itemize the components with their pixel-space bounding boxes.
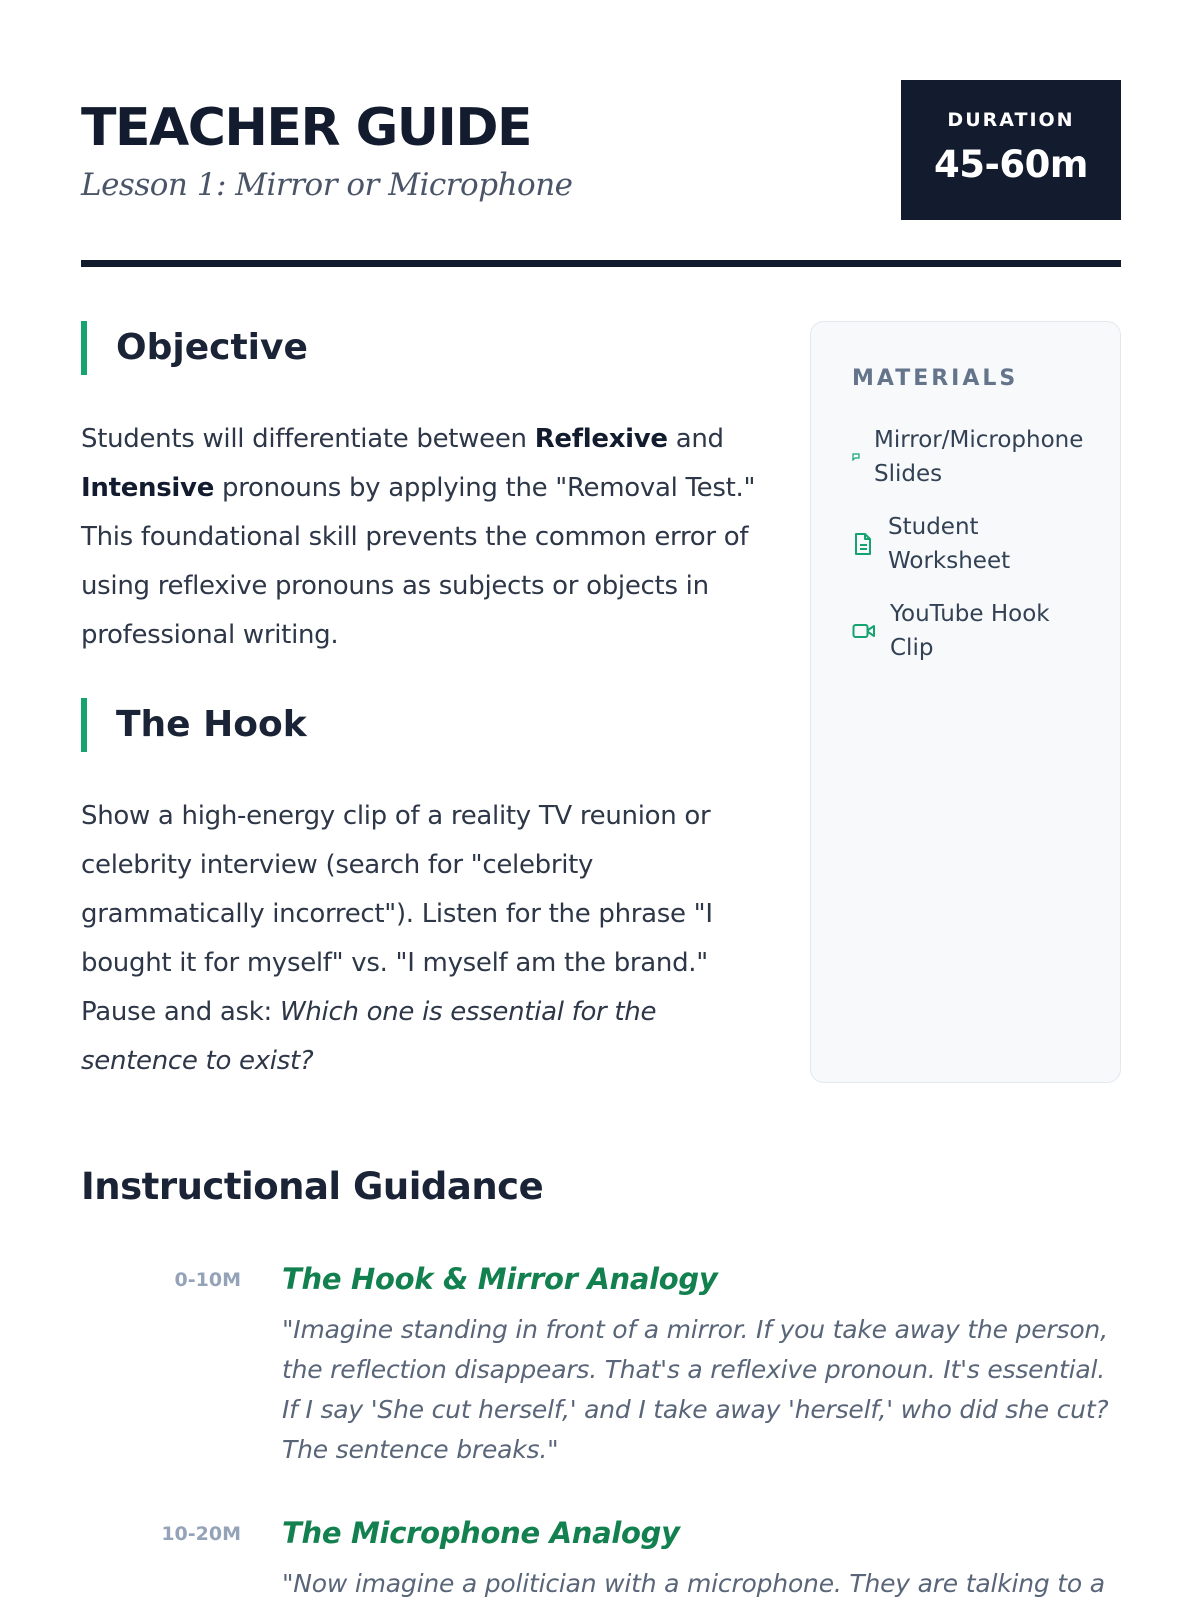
intensive-term: Intensive bbox=[81, 473, 215, 503]
guide-header bbox=[81, 80, 1121, 270]
material-label: Student Worksheet bbox=[888, 514, 1011, 574]
objective-text-part: and bbox=[667, 424, 724, 454]
video-icon bbox=[852, 622, 876, 640]
objective-text-part: Students will differentiate between bbox=[81, 424, 535, 454]
document-icon bbox=[852, 532, 874, 556]
page-title: TEACHER GUIDE bbox=[81, 98, 532, 158]
material-item-worksheet[interactable] bbox=[852, 510, 1068, 578]
presentation-icon bbox=[852, 453, 860, 461]
material-item-video[interactable] bbox=[852, 597, 1070, 665]
objective-heading: Objective bbox=[81, 321, 308, 375]
duration-label: DURATION bbox=[947, 109, 1075, 131]
instructional-guidance-heading: Instructional Guidance bbox=[81, 1165, 544, 1208]
materials-panel bbox=[810, 321, 1121, 1083]
lesson-subtitle: Lesson 1: Mirror or Microphone bbox=[81, 167, 573, 203]
material-label: YouTube Hook Clip bbox=[890, 601, 1050, 661]
step-time: 0-10M bbox=[174, 1269, 241, 1291]
material-item-slides[interactable] bbox=[852, 423, 1089, 491]
hook-question: Which one is essential for the sentence to exist? bbox=[81, 997, 657, 1076]
materials-title: MATERIALS bbox=[852, 366, 1019, 391]
objective-text-part: pronouns by applying the "Removal Test." This foundational skill prevents the common error of using reflexive pronouns as subjects or objects in professional writing. bbox=[81, 473, 756, 650]
material-label: Mirror/Microphone Slides bbox=[874, 427, 1084, 487]
hook-text bbox=[81, 792, 771, 1086]
step-title: The Microphone Analogy bbox=[282, 1516, 680, 1550]
step-script: "Now imagine a politician with a microphone. They are talking to a bbox=[282, 1569, 1105, 1598]
step-time: 10-20M bbox=[161, 1523, 241, 1545]
hook-text-body: Show a high-energy clip of a reality TV reunion or celebrity interview (search for "celebrity grammatically incorrect"). Listen for the phrase "I bought it for myself" vs. "I myself am the brand." Pause and ask: bbox=[81, 801, 713, 1027]
reflexive-term: Reflexive bbox=[534, 424, 668, 454]
hook-heading: The Hook bbox=[81, 698, 307, 752]
header-divider bbox=[81, 260, 1121, 267]
step-script: "Imagine standing in front of a mirror. If you take away the person, the reflection disappears. That's a reflexive pronoun. It's essential. If I say 'She cut herself,' and I take away 'herself,' who did she cut? The sentence breaks." bbox=[282, 1315, 1109, 1464]
duration-value: 45-60m bbox=[934, 143, 1088, 186]
step-title: The Hook & Mirror Analogy bbox=[282, 1262, 718, 1296]
objective-text bbox=[81, 415, 771, 660]
duration-badge bbox=[901, 80, 1121, 220]
